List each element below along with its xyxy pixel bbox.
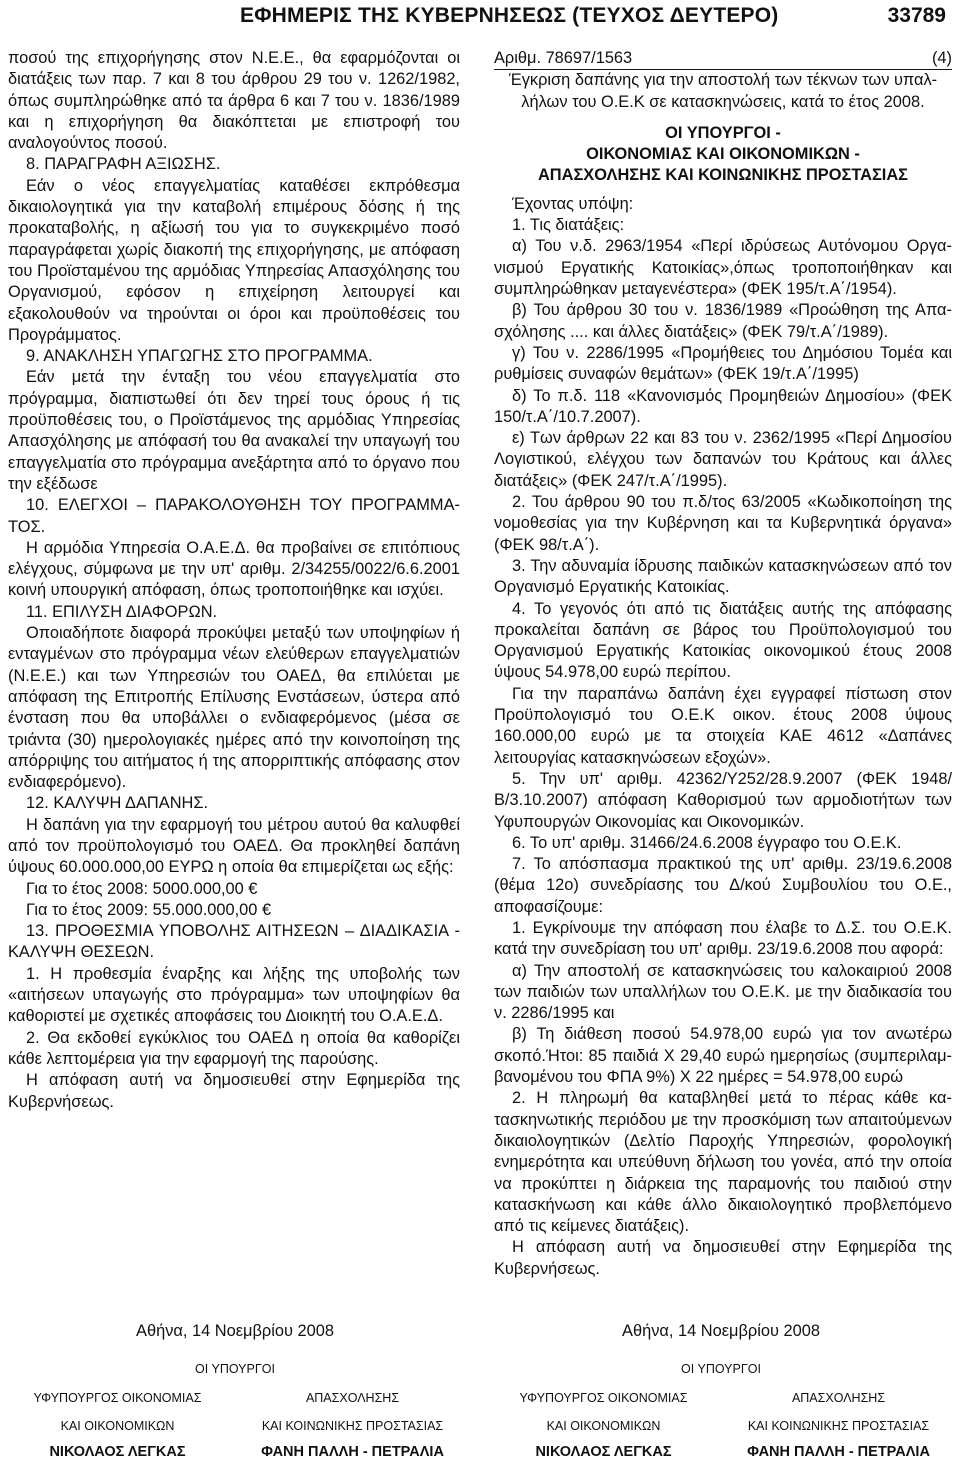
right-column [494,48,952,1280]
decision-header [494,48,952,70]
paragraph: 3. Την αδυναμία ίδρυσης παιδικών κατασκηνώσεων από τον Οργανισμό Εργατικής Κατοικίας. [494,556,952,597]
signature-heading: ΟΙ ΥΠΟΥΡΓΟΙ [681,1362,761,1376]
paragraph: 1. Εγκρίνουμε την απόφαση που έλαβε το Δ.Σ. του Ο.Ε.Κ. κατά την συνεδρίαση του υπ' αριθμ. 23/19.6.2008 που αφορά: [494,918,952,959]
paragraph: 1. Η προθεσμία έναρξης και λήξης της υποβολής των «αιτήσεων υπαγωγής στο πρόγραμμα» των υποψηφίων θα καθοριστεί με σχετικές αποφάσεις του Διοικητή του Ο.Α.Ε.Δ. [8,964,460,1026]
signatory-name: ΝΙΚΟΛΑΟΣ ΛΕΓΚΑΣ [49,1444,186,1460]
paragraph: Η δαπάνη για την εφαρμογή του μέτρου αυτού θα καλυφθεί από τον προϋπολογισμό του ΟΑΕΔ. Θα προκληθεί δαπάνη ύψους 60.000.000,00 ΕΥΡΩ η οποία θα επιμερίζεται ως εξής: [8,815,460,877]
signature-block-left [0,1322,470,1464]
signatory-1 [0,1384,235,1464]
section-heading: 10. ΕΛΕΓΧΟΙ – ΠΑΡΑΚΟΛΟΥΘΗΣΗ ΤΟΥ ΠΡΟΓΡΑΜΜΑΤΟΣ. [8,496,460,536]
budget-line: Για το έτος 2009: 55.000.000,00 € [26,900,272,919]
paragraph: 2. Θα εκδοθεί εγκύκλιος του ΟΑΕΔ η οποία θα καθορίζει κάθε λεπτομέρεια για την εφαρμογή της παρούσης. [8,1028,460,1068]
page-number: 33789 [887,4,946,27]
paragraph: Οποιαδήποτε διαφορά προκύψει μεταξύ των υποψηφίων ή ενταγμένων στο πρόγραμμα νέων ελεύθερων επαγγελματιών (Ν.Ε.Ε.) και των Υπηρεσιών του ΟΑΕΔ, θα επιλύεται με απόφαση της Επιτροπής Επίλυσης Ενστάσεων, ύστερα από ένσταση που θα υποβάλλει ο ενδιαφερόμενος (μέσα σε τριάντα (30) ημερολογιακές ημέρες από την κοινοποίηση της απόρριψης του αιτήματος ή της απορριπτικής απόφασης στον ενδιαφερόμενο). [8,624,460,792]
ministers-heading-line: ΟΙΚΟΝΟΜΙΑΣ ΚΑΙ ΟΙΚΟΝΟΜΙΚΩΝ - [586,144,860,163]
city-date: Αθήνα, 14 Νοεμβρίου 2008 [622,1322,820,1340]
signatory-role: ΚΑΙ ΟΙΚΟΝΟΜΙΚΩΝ [60,1419,175,1433]
paragraph: 2. Του άρθρου 90 του π.δ/τος 63/2005 «Κωδικοποίηση της νομοθεσίας για την Κυβέρνηση και τα Κυβερνητικά όργανα» (ΦΕΚ 98/τ.Α΄). [494,493,952,554]
paragraph: 1. Τις διατάξεις: [512,216,625,235]
decision-number: Αριθμ. 78697/1563 [494,49,633,67]
paragraph: ποσού της επιχορήγησης στον Ν.Ε.Ε., θα εφαρμόζονται οι διατάξεις των παρ. 7 και 8 του άρθρου 29 του ν. 1262/1982, όπως συμπληρώθηκε από τα άρθρα 6 και 7 του ν. 1836/1989 και η επιχορήγηση θα διακόπτεται με επιστροφή του αναλογούντος ποσού. [8,49,460,153]
budget-line: Για το έτος 2008: 5000.000,00 € [26,879,258,898]
gazette-title: ΕΦΗΜΕΡΙΣ ΤΗΣ ΚΥΒΕΡΝΗΣΕΩΣ (ΤΕΥΧΟΣ ΔΕΥΤΕΡΟ) [240,4,779,27]
section-heading: 11. ΕΠΙΛΥΣΗ ΔΙΑΦΟΡΩΝ. [26,602,218,621]
signatory-name: ΦΑΝΗ ΠΑΛΛΗ - ΠΕΤΡΑΛΙΑ [747,1444,930,1460]
ministers-heading [494,123,952,186]
ministers-heading-line: ΟΙ ΥΠΟΥΡΓΟΙ - [665,123,781,142]
section-heading: 9. ΑΝΑΚΛΗΣΗ ΥΠΑΓΩΓΗΣ ΣΤΟ ΠΡΟΓΡΑΜΜΑ. [26,347,373,366]
paragraph: ε) Των άρθρων 22 και 83 του ν. 2362/1995 «Περί Δημοσίου Λογιστικού, ελέγχου των δαπανών του Κράτους και άλλες διατάξεις» (ΦΕΚ 247/τ.Α΄/1995). [494,429,952,490]
signatory-role: ΚΑΙ ΚΟΙΝΩΝΙΚΗΣ ΠΡΟΣΤΑΣΙΑΣ [747,1419,930,1433]
section-heading: 12. ΚΑΛΥΨΗ ΔΑΠΑΝΗΣ. [26,794,209,813]
paragraph: Εάν μετά την ένταξη του νέου επαγγελματία στο πρόγραμμα, διαπιστωθεί ότι δεν τηρεί τους όρους ή τις προϋποθέσεις του, ο Προϊστάμενος της αρμόδιας Υπηρεσίας Απασχόλησης με απόφασή του θα ανακαλεί την υπαγωγή του επαγγελματία στο πρόγραμμα ανεξάρτητα από το όργανο που την εξέδωσε [8,368,460,493]
paragraph: δ) Το π.δ. 118 «Κανονισμός Προμηθειών Δημοσίου» (ΦΕΚ 150/τ.Α΄/10.7.2007). [494,386,952,426]
paragraph: α) Την αποστολή σε κατασκηνώσεις του καλοκαιριού 2008 των παιδιών των υπαλλήλων του Ο.Ε.Κ. με την διαδικασία του ν. 2286/1995 και [494,961,952,1023]
page-header [0,0,960,48]
signatory-2 [721,1384,956,1464]
signatory-name: ΦΑΝΗ ΠΑΛΛΗ - ΠΕΤΡΑΛΙΑ [261,1444,444,1460]
signatory-name: ΝΙΚΟΛΑΟΣ ΛΕΓΚΑΣ [535,1444,672,1460]
city-date: Αθήνα, 14 Νοεμβρίου 2008 [136,1322,334,1340]
signatory-2 [235,1384,470,1464]
paragraph: β) Τη διάθεση ποσού 54.978,00 ευρώ για τον ανωτέρω σκοπό.Ήτοι: 85 παιδιά Χ 29,40 ευρώ ημερησίως (συμπεριλαμβανομένου του ΦΠΑ 9%) Χ 22 ημέρες = 54.978,00 ευρώ [494,1025,952,1087]
signatory-1 [486,1384,721,1464]
signature-heading: ΟΙ ΥΠΟΥΡΓΟΙ [195,1362,275,1376]
section-heading: 13. ΠΡΟΘΕΣΜΙΑ ΥΠΟΒΟΛΗΣ ΑΙΤΗΣΕΩΝ – ΔΙΑΔΙΚΑΣΙΑ - ΚΑΛΥΨΗ ΘΕΣΕΩΝ. [8,922,460,962]
left-column [8,48,460,1113]
publication-order: Η απόφαση αυτή να δημοσιευθεί στην Εφημερίδα της Κυβερνήσεως. [8,1071,460,1111]
signature-block-right [486,1322,956,1464]
signature-grid [0,1384,470,1464]
signatory-role: ΥΦΥΠΟΥΡΓΟΣ ΟΙΚΟΝΟΜΙΑΣ [33,1391,202,1405]
paragraph: γ) Του ν. 2286/1995 «Προμήθειες του Δημόσιου Τομέα και ρυθμίσεις συναφών θεμάτων» (ΦΕΚ 19/τ.Α΄/1995) [494,343,952,384]
signature-grid [486,1384,956,1464]
ministers-heading-line: ΑΠΑΣΧΟΛΗΣΗΣ ΚΑΙ ΚΟΙΝΩΝΙΚΗΣ ΠΡΟΣΤΑΣΙΑΣ [537,165,909,184]
paragraph: β) Του άρθρου 30 του ν. 1836/1989 «Προώθηση της Απασχόλησης .... και άλλες διατάξεις» (ΦΕΚ 79/τ.Α΄/1989). [494,301,952,341]
paragraph: 2. Η πληρωμή θα καταβληθεί μετά το πέρας κάθε κατασκηνωτικής περιόδου με την προσκόμιση των απαιτούμενων δικαιολογητικών (Δελτίο Παροχής Υπηρεσιών, φορολογική ενημερότητα και υπεύθυνη δήλωση του γονέα, από την οποία να προκύπτει η διάρκεια της παραμονής του παιδιού στην κατασκήνωση και κάθε άλλο δικαιολογητικό προβλεπόμενο από τις κείμενες διατάξεις). [494,1089,952,1236]
signatory-role: ΚΑΙ ΚΟΙΝΩΝΙΚΗΣ ΠΡΟΣΤΑΣΙΑΣ [261,1419,444,1433]
paragraph: Εάν ο νέος επαγγελματίας καταθέσει εκπρόθεσμα δικαιολογητικά για την καταβολή επιμέρους δόσης ή της προκαταβολής, η αξίωσή του για το συγκεκριμένο ποσό παραγράφεται χωρίς διακοπή της επιχορήγησης, με απόφαση του Προϊσταμένου της αρμόδιας Υπηρεσίας Απασχόλησης του Οργανισμού, εφόσον η επιχείρηση λειτουργεί και εξακολουθούν να τηρούνται οι όροι και προϋποθέσεις του Προγράμματος. [8,176,460,344]
signatory-role: ΚΑΙ ΟΙΚΟΝΟΜΙΚΩΝ [546,1419,661,1433]
section-heading: 8. ΠΑΡΑΓΡΑΦΗ ΑΞΙΩΣΗΣ. [26,155,221,174]
paragraph: 6. Το υπ' αριθμ. 31466/24.6.2008 έγγραφο του Ο.Ε.Κ. [512,833,902,852]
signatory-role: ΥΦΥΠΟΥΡΓΟΣ ΟΙΚΟΝΟΜΙΑΣ [519,1391,688,1405]
signatory-role: ΑΠΑΣΧΟΛΗΣΗΣ [791,1391,886,1405]
paragraph: Για την παραπάνω δαπάνη έχει εγγραφεί πίστωση στον Προϋπολογισμό του Ο.Ε.Κ οικον. έτους 2008 ύψους 160.000,00 ευρώ με τα στοιχεία ΚΑΕ 4612 «Δαπάνες λειτουργίας κατασκηνώσεων εξοχών». [494,684,952,767]
signatory-role: ΑΠΑΣΧΟΛΗΣΗΣ [305,1391,400,1405]
paragraph: 5. Την υπ' αριθμ. 42362/Υ252/28.9.2007 (ΦΕΚ 1948/ Β/3.10.2007) απόφαση Καθορισμού των αρμοδιοτήτων των Υφυπουργών Οικονομίας και Οικονομικών. [494,769,952,831]
paragraph: Η αρμόδια Υπηρεσία Ο.Α.Ε.Δ. θα προβαίνει σε επιτόπιους ελέγχους, σύμφωνα με την υπ' αριθμ. 2/34255/0022/6.6.2001 κοινή υπουργική απόφαση, όπως τροποποιήθηκε και ισχύει. [8,538,460,600]
paragraph: α) Του ν.δ. 2963/1954 «Περί ιδρύσεως Αυτόνομου Οργανισμού Εργατικής Κατοικίας»,όπως τροποποιήθηκαν και συμπληρώθηκαν μεταγενέστερα» (ΦΕΚ 195/τ.Α΄/1954). [494,237,952,299]
decision-subject: Έγκριση δαπάνης για την αποστολή των τέκνων των υπαλλήλων του Ο.Ε.Κ σε κατασκηνώσεις, κατά το έτος 2008. [508,71,938,111]
paragraph: Έχοντας υπόψη: [512,194,634,213]
paragraph: Η απόφαση αυτή να δημοσιευθεί στην Εφημερίδα της Κυβερνήσεως. [494,1238,952,1278]
paragraph: 4. Το γεγονός ότι από τις διατάξεις αυτής της απόφασης προκαλείται δαπάνη σε βάρος του Προϋπολογισμού του Οργανισμού Εργατικής Κατοικίας οικονομικού έτους 2008 ύψους 54.978,00 ευρώ περίπου. [494,599,952,682]
decision-index: (4) [931,49,952,67]
paragraph: 7. Το απόσπασμα πρακτικού της υπ' αριθμ. 23/19.6.2008 (θέμα 12ο) συνεδρίασης του Δ/κού Συμβουλίου του Ο.Ε., αποφασίζουμε: [494,855,952,916]
